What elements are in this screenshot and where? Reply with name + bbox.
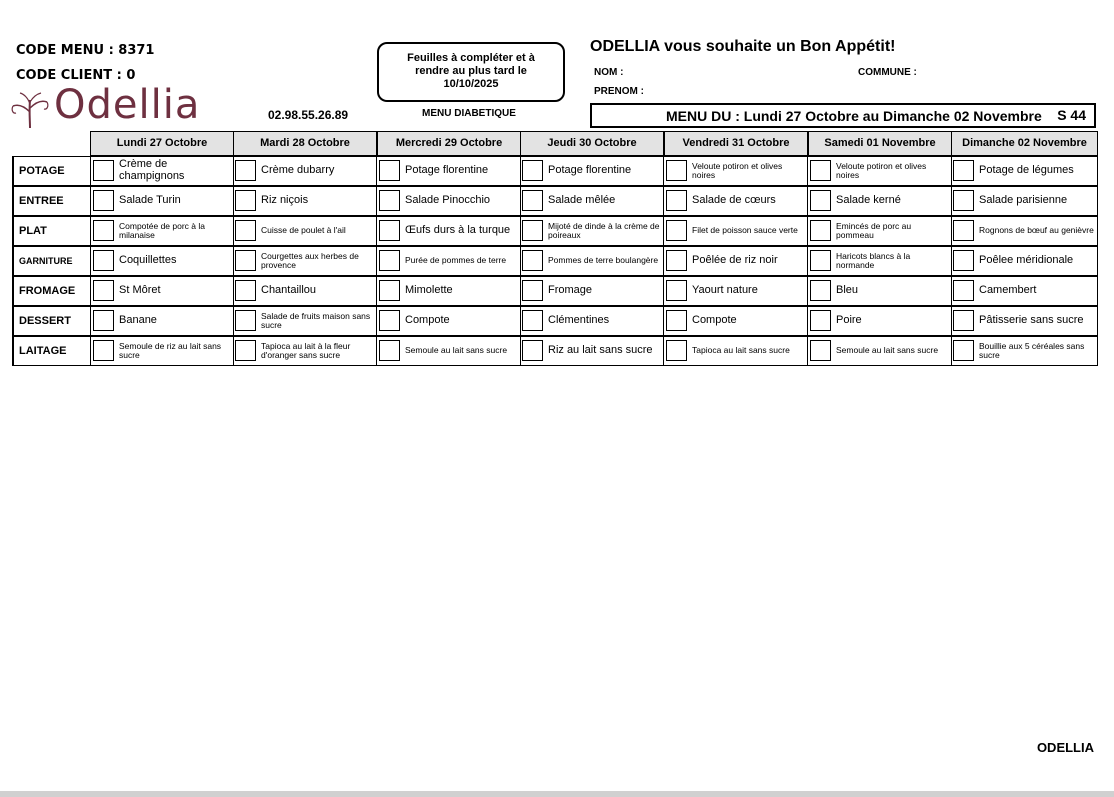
selection-checkbox[interactable]	[666, 280, 687, 301]
selection-checkbox[interactable]	[666, 160, 687, 181]
menu-cell	[520, 276, 664, 306]
dish-name: Crème de champignons	[119, 157, 185, 182]
row-label-plat: PLAT	[12, 216, 90, 246]
dish-name: Pâtisserie sans sucre	[979, 313, 1084, 326]
dish-name: Crème dubarry	[261, 163, 335, 176]
selection-checkbox[interactable]	[810, 340, 831, 361]
dish-name: Bouillie aux 5 céréales sans sucre	[979, 340, 1085, 360]
menu-cell	[808, 186, 952, 216]
menu-cell	[520, 216, 664, 246]
dish-name: Compote	[692, 313, 737, 326]
dish-name: Salade de cœurs	[692, 193, 776, 206]
menu-cell	[951, 276, 1098, 306]
code-client: CODE CLIENT : 0	[16, 68, 136, 83]
selection-checkbox[interactable]	[522, 160, 543, 181]
menu-cell	[233, 276, 377, 306]
menu-cell	[808, 156, 952, 186]
menu-cell	[233, 336, 377, 366]
menu-cell	[377, 306, 521, 336]
menu-cell	[520, 156, 664, 186]
row-label-laitage: LAITAGE	[12, 336, 90, 366]
menu-cell	[233, 246, 377, 276]
dish-name: Semoule au lait sans sucre	[836, 345, 939, 356]
menu-cell	[520, 246, 664, 276]
nom-label: NOM :	[594, 67, 624, 78]
code-menu: CODE MENU : 8371	[16, 43, 155, 58]
day-header: Lundi 27 Octobre	[90, 131, 234, 156]
dish-name: Riz niçois	[261, 193, 309, 206]
dish-name: Rognons de bœuf au genièvre	[979, 225, 1094, 236]
dish-name: Pommes de terre boulangère	[548, 255, 659, 266]
selection-checkbox[interactable]	[953, 280, 974, 301]
menu-cell	[90, 276, 234, 306]
dish-name: Banane	[119, 313, 157, 326]
menu-cell	[951, 306, 1098, 336]
selection-checkbox[interactable]	[810, 250, 831, 271]
dish-name: Compote	[405, 313, 450, 326]
phone-number: 02.98.55.26.89	[268, 108, 349, 122]
dish-name: Potage florentine	[548, 163, 632, 176]
selection-checkbox[interactable]	[235, 190, 256, 211]
day-header: Mardi 28 Octobre	[233, 131, 377, 156]
menu-cell	[664, 246, 808, 276]
dish-name: Potage florentine	[405, 163, 489, 176]
selection-checkbox[interactable]	[93, 340, 114, 361]
selection-checkbox[interactable]	[379, 160, 400, 181]
deadline-line-1: Feuilles à compléter et à	[407, 52, 535, 64]
selection-checkbox[interactable]	[93, 220, 114, 241]
selection-checkbox[interactable]	[953, 160, 974, 181]
commune-label: COMMUNE :	[858, 67, 917, 78]
selection-checkbox[interactable]	[379, 190, 400, 211]
row-label-dessert: DESSERT	[12, 306, 90, 336]
dish-name: St Môret	[119, 283, 161, 296]
dish-name: Tapioca au lait sans sucre	[692, 345, 790, 356]
dish-name: Tapioca au lait à la fleur d'oranger sans sucre	[261, 340, 351, 360]
dish-name: Salade mêlée	[548, 193, 616, 206]
menu-cell	[808, 276, 952, 306]
odellia-logo	[10, 82, 210, 132]
dish-name: Salade de fruits maison sans sucre	[261, 310, 371, 330]
menu-cell	[951, 216, 1098, 246]
menu-cell	[90, 156, 234, 186]
dish-name: Veloute potiron et olives noires	[836, 160, 927, 180]
dish-name: Riz au lait sans sucre	[548, 343, 653, 356]
selection-checkbox[interactable]	[953, 340, 974, 361]
menu-cell	[377, 336, 521, 366]
selection-checkbox[interactable]	[666, 190, 687, 211]
menu-cell	[664, 306, 808, 336]
deadline-date: 10/10/2025	[443, 78, 499, 90]
selection-checkbox[interactable]	[93, 160, 114, 181]
selection-checkbox[interactable]	[522, 190, 543, 211]
dish-name: Potage de légumes	[979, 163, 1074, 176]
selection-checkbox[interactable]	[810, 160, 831, 181]
menu-cell	[664, 216, 808, 246]
dish-name: Yaourt nature	[692, 283, 758, 296]
selection-checkbox[interactable]	[379, 220, 400, 241]
selection-checkbox[interactable]	[379, 250, 400, 271]
menu-cell	[233, 216, 377, 246]
dish-name: Salade Pinocchio	[405, 193, 491, 206]
menu-type: MENU DIABETIQUE	[422, 108, 516, 119]
menu-cell	[808, 336, 952, 366]
selection-checkbox[interactable]	[522, 310, 543, 331]
day-header: Jeudi 30 Octobre	[520, 131, 664, 156]
footer-brand: ODELLIA	[1036, 740, 1094, 755]
dish-name: Poêlée de riz noir	[692, 253, 778, 266]
selection-checkbox[interactable]	[235, 250, 256, 271]
menu-period: MENU DU : Lundi 27 Octobre au Dimanche 02 Novembre	[666, 108, 1042, 124]
menu-cell	[233, 156, 377, 186]
selection-checkbox[interactable]	[235, 310, 256, 331]
menu-cell	[377, 276, 521, 306]
page-bottom-edge	[0, 791, 1114, 797]
menu-cell	[664, 186, 808, 216]
selection-checkbox[interactable]	[666, 220, 687, 241]
dish-name: Clémentines	[548, 313, 610, 326]
selection-checkbox[interactable]	[810, 190, 831, 211]
selection-checkbox[interactable]	[953, 220, 974, 241]
menu-cell	[520, 306, 664, 336]
menu-cell	[808, 306, 952, 336]
day-header: Dimanche 02 Novembre	[951, 131, 1098, 156]
selection-checkbox[interactable]	[666, 340, 687, 361]
menu-cell	[90, 246, 234, 276]
selection-checkbox[interactable]	[953, 190, 974, 211]
selection-checkbox[interactable]	[235, 160, 256, 181]
menu-cell	[377, 216, 521, 246]
row-label-fromage: FROMAGE	[12, 276, 90, 306]
dish-name: Compotée de porc à la milanaise	[119, 220, 205, 240]
row-label-potage: POTAGE	[12, 156, 90, 186]
menu-cell	[377, 186, 521, 216]
selection-checkbox[interactable]	[953, 310, 974, 331]
dish-name: Camembert	[979, 283, 1037, 296]
selection-checkbox[interactable]	[235, 280, 256, 301]
menu-cell	[90, 336, 234, 366]
dish-name: Veloute potiron et olives noires	[692, 160, 783, 180]
menu-cell	[90, 186, 234, 216]
dish-name: Emincés de porc au pommeau	[836, 220, 912, 240]
selection-checkbox[interactable]	[93, 310, 114, 331]
dish-name: Haricots blancs à la normande	[836, 250, 911, 270]
deadline-line-2: rendre au plus tard le	[415, 65, 527, 77]
selection-checkbox[interactable]	[379, 340, 400, 361]
tree-logo-icon	[10, 88, 50, 132]
dish-name: Cuisse de poulet à l'ail	[261, 225, 346, 236]
greeting: ODELLIA vous souhaite un Bon Appétit!	[590, 38, 896, 55]
dish-name: Salade kerné	[836, 193, 901, 206]
dish-name: Bleu	[836, 283, 859, 296]
selection-checkbox[interactable]	[522, 220, 543, 241]
dish-name: Semoule au lait sans sucre	[405, 345, 508, 356]
menu-cell	[377, 246, 521, 276]
dish-name: Mijoté de dinde à la crème de poireaux	[548, 220, 660, 240]
menu-cell	[90, 216, 234, 246]
menu-cell	[951, 246, 1098, 276]
dish-name: Fromage	[548, 283, 593, 296]
menu-cell	[233, 306, 377, 336]
menu-cell	[951, 336, 1098, 366]
selection-checkbox[interactable]	[810, 280, 831, 301]
menu-cell	[808, 246, 952, 276]
selection-checkbox[interactable]	[522, 280, 543, 301]
selection-checkbox[interactable]	[666, 250, 687, 271]
menu-cell	[233, 186, 377, 216]
dish-name: Purée de pommes de terre	[405, 255, 507, 266]
selection-checkbox[interactable]	[93, 280, 114, 301]
menu-cell	[951, 186, 1098, 216]
dish-name: Poêlee méridionale	[979, 253, 1074, 266]
selection-checkbox[interactable]	[93, 190, 114, 211]
dish-name: Coquillettes	[119, 253, 177, 266]
menu-cell	[90, 306, 234, 336]
selection-checkbox[interactable]	[522, 250, 543, 271]
dish-name: Poire	[836, 313, 862, 326]
selection-checkbox[interactable]	[379, 280, 400, 301]
row-label-garniture: GARNITURE	[12, 246, 90, 276]
dish-name: Semoule de riz au lait sans sucre	[119, 340, 222, 360]
dish-name: Salade parisienne	[979, 193, 1068, 206]
logo-wordmark: Odellia	[54, 82, 201, 128]
dish-name: Chantaillou	[261, 283, 317, 296]
day-header: Vendredi 31 Octobre	[664, 131, 808, 156]
menu-cell	[951, 156, 1098, 186]
menu-cell	[520, 186, 664, 216]
selection-checkbox[interactable]	[379, 310, 400, 331]
prenom-label: PRENOM :	[594, 86, 644, 97]
selection-checkbox[interactable]	[235, 340, 256, 361]
dish-name: Courgettes aux herbes de provence	[261, 250, 359, 270]
dish-name: Salade Turin	[119, 193, 181, 206]
selection-checkbox[interactable]	[235, 220, 256, 241]
menu-cell	[520, 336, 664, 366]
menu-cell	[664, 276, 808, 306]
selection-checkbox[interactable]	[666, 310, 687, 331]
day-header: Samedi 01 Novembre	[808, 131, 952, 156]
menu-grid	[12, 131, 1098, 368]
day-header: Mercredi 29 Octobre	[377, 131, 521, 156]
selection-checkbox[interactable]	[810, 310, 831, 331]
row-label-entree: ENTREE	[12, 186, 90, 216]
selection-checkbox[interactable]	[953, 250, 974, 271]
menu-cell	[664, 336, 808, 366]
dish-name: Filet de poisson sauce verte	[692, 225, 798, 236]
menu-period-box	[590, 103, 1096, 128]
menu-cell	[664, 156, 808, 186]
menu-cell	[377, 156, 521, 186]
dish-name: Œufs durs à la turque	[405, 223, 511, 236]
deadline-box	[377, 42, 565, 102]
menu-cell	[808, 216, 952, 246]
week-number: S 44	[1057, 107, 1086, 123]
selection-checkbox[interactable]	[93, 250, 114, 271]
selection-checkbox[interactable]	[810, 220, 831, 241]
dish-name: Mimolette	[405, 283, 453, 296]
selection-checkbox[interactable]	[522, 340, 543, 361]
